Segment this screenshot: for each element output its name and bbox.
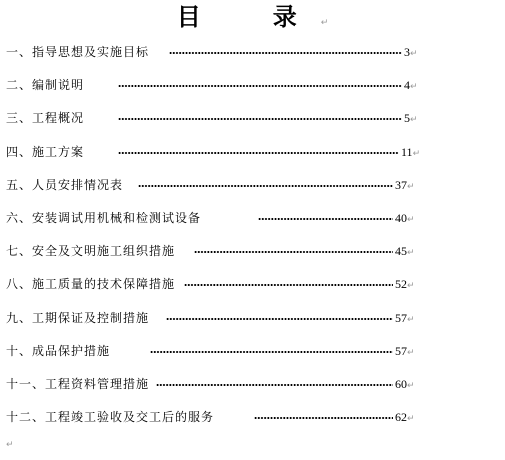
- toc-entry[interactable]: [6, 372, 426, 405]
- toc-entry[interactable]: [6, 173, 426, 206]
- toc-entry-label: 一、指导思想及实施目标: [6, 45, 150, 59]
- paragraph-mark-icon: ↵: [407, 214, 415, 225]
- dot-leader: [118, 150, 399, 156]
- toc-entry-page: 37↵: [395, 177, 415, 192]
- toc-entry[interactable]: [6, 272, 426, 305]
- dot-leader: [150, 349, 393, 355]
- paragraph-mark-icon: ↵: [407, 414, 415, 425]
- paragraph-mark-icon: ↵: [412, 148, 421, 159]
- toc-entry-label: 十二、工程竣工验收及交工后的服务: [6, 410, 215, 425]
- dot-leader: [118, 116, 402, 122]
- toc-entry-page: 5↵: [404, 111, 418, 126]
- toc-entry-page: 57↵: [395, 310, 415, 325]
- table-of-contents: [6, 40, 426, 438]
- toc-entry[interactable]: [6, 73, 426, 106]
- toc-entry-label: 九、工期保证及控制措施: [6, 310, 150, 325]
- toc-entry-page: 45↵: [395, 244, 415, 259]
- toc-entry[interactable]: [6, 106, 426, 139]
- dot-leader: [118, 83, 402, 89]
- paragraph-mark-icon: ↵: [407, 248, 415, 259]
- toc-entry-page: 62↵: [395, 410, 415, 425]
- paragraph-mark-icon: ↵: [410, 82, 418, 93]
- toc-entry[interactable]: [6, 405, 426, 438]
- paragraph-mark-icon: ↵: [407, 281, 415, 292]
- toc-entry-label: 八、施工质量的技术保障措施: [6, 277, 176, 292]
- dot-leader: [254, 415, 393, 421]
- toc-entry-page: 40↵: [395, 210, 415, 225]
- paragraph-mark-icon: ↵: [407, 380, 415, 391]
- toc-entry-label: 五、人员安排情况表: [6, 177, 124, 192]
- dot-leader: [138, 183, 393, 189]
- dot-leader: [156, 382, 393, 388]
- toc-entry[interactable]: [6, 206, 426, 239]
- paragraph-mark-icon: ↵: [410, 115, 418, 126]
- toc-entry[interactable]: [6, 306, 426, 339]
- paragraph-mark-icon: ↵: [410, 49, 418, 59]
- toc-entry-label: 六、安装调试用机械和检测试设备: [6, 210, 202, 225]
- toc-entry-label: 二、编制说明: [6, 78, 85, 93]
- toc-entry[interactable]: [6, 40, 426, 73]
- dot-leader: [169, 50, 402, 56]
- toc-entry-page: 60↵: [395, 376, 415, 391]
- dot-leader: [258, 216, 393, 222]
- toc-entry[interactable]: [6, 239, 426, 272]
- toc-entry-page: 52↵: [395, 277, 415, 292]
- toc-entry[interactable]: [6, 140, 426, 173]
- toc-entry-page: 4↵: [404, 78, 418, 93]
- dot-leader: [194, 249, 393, 255]
- toc-entry-label: 十一、工程资料管理措施: [6, 376, 150, 391]
- paragraph-mark-icon: ↵: [407, 181, 415, 192]
- toc-entry[interactable]: [6, 339, 426, 372]
- dot-leader: [166, 316, 393, 322]
- toc-entry-page: 11↵: [401, 144, 421, 159]
- dot-leader: [184, 282, 393, 288]
- toc-entry-label: 三、工程概况: [6, 111, 85, 126]
- toc-entry-label: 十、成品保护措施: [6, 343, 111, 358]
- paragraph-mark-icon: ↵: [407, 347, 415, 358]
- paragraph-mark-icon: ↵: [407, 314, 415, 325]
- toc-title: 目 录↵: [176, 2, 329, 31]
- toc-entry-page: 3↵: [404, 45, 418, 59]
- toc-entry-label: 七、安全及文明施工组织措施: [6, 244, 176, 259]
- toc-entry-page: 57↵: [395, 343, 415, 358]
- toc-entry-label: 四、施工方案: [6, 144, 85, 159]
- paragraph-mark-icon: ↵: [320, 18, 329, 28]
- paragraph-mark-icon: ↵: [6, 440, 14, 450]
